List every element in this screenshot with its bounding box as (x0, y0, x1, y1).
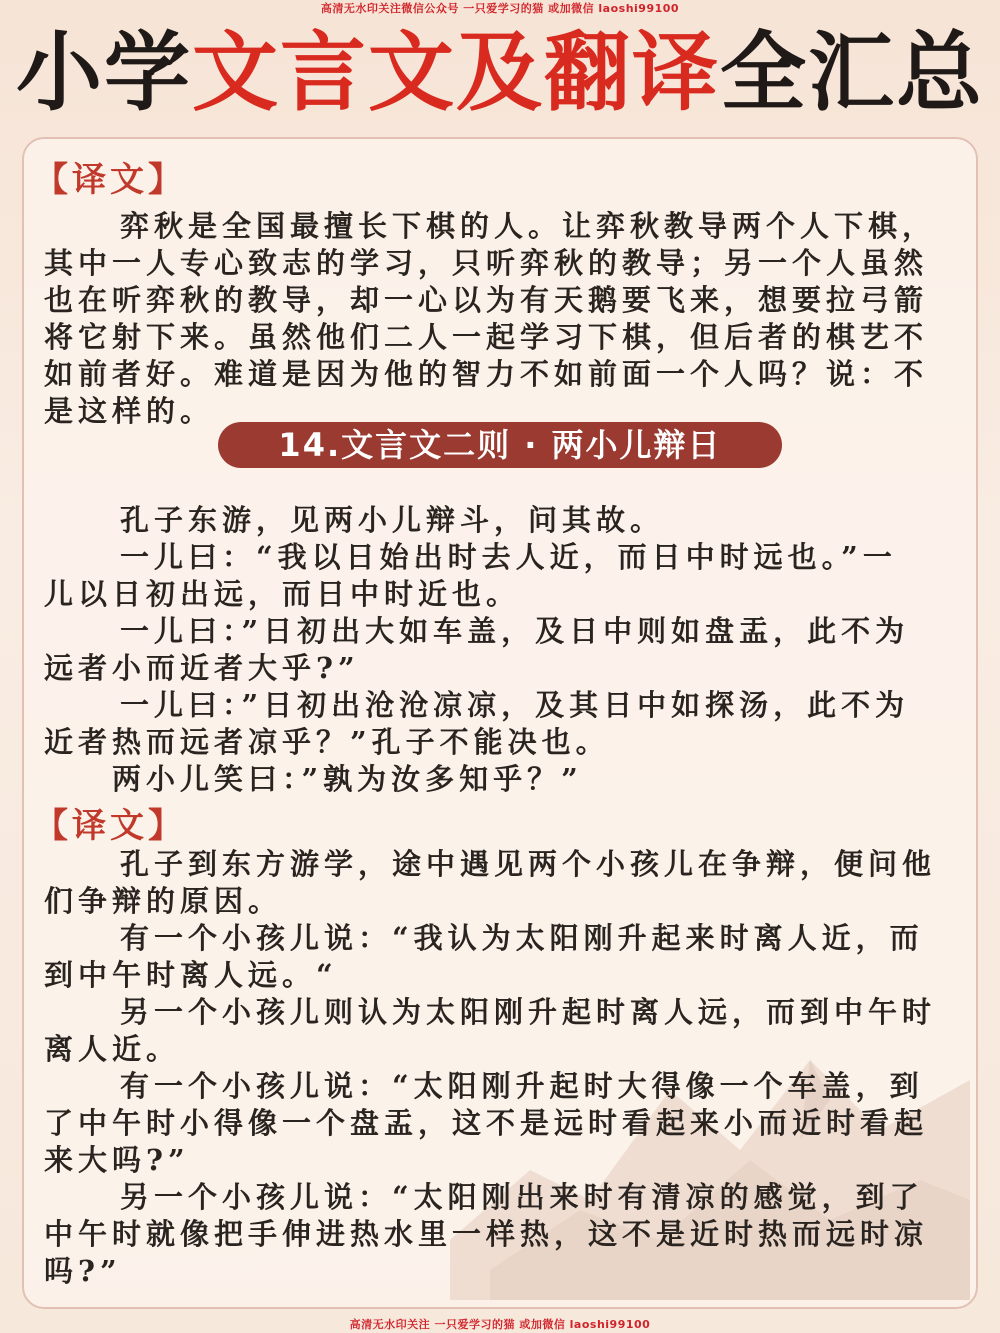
section2-line: 们争辩的原因。 (44, 884, 283, 918)
section2-line: 另一个小孩儿则认为太阳刚升起时离人远，而到中午时 (120, 995, 937, 1029)
section2-line: 到中午时离人远。“ (44, 958, 338, 992)
section2-line: 离人近。 (44, 1032, 181, 1066)
lesson-line: 儿以日初出远，而日中时近也。 (44, 577, 521, 611)
section1-line: 是这样的。 (44, 394, 215, 428)
section2-text (44, 846, 974, 1290)
section2-line: 有一个小孩儿说：“我认为太阳刚升起来时离人近，而 (120, 921, 924, 955)
section1-line: 如前者好。难道是因为他的智力不如前面一个人吗？说：不 (44, 357, 929, 391)
lesson-line: 两小儿笑曰：”孰为汝多知乎？” (112, 762, 583, 796)
watermark-bottom: 高清无水印关注 一只爱学习的猫 或加微信 laoshi99100 (349, 1318, 651, 1331)
section1-line: 也在听弈秋的教导，却一心以为有天鹅要飞来，想要拉弓箭 (44, 283, 929, 317)
section1-line: 其中一人专心致志的学习，只听弈秋的教导；另一个人虽然 (44, 246, 929, 280)
section2-line: 来大吗?” (44, 1143, 190, 1177)
section2-line: 另一个小孩儿说：“太阳刚出来时有清凉的感觉，到了 (120, 1180, 924, 1214)
title-part-2: 文言文及翻译 (192, 23, 720, 123)
lesson-line: 一儿曰：”日初出沧沧凉凉，及其日中如探汤，此不为 (120, 688, 910, 722)
lesson-line: 近者热而远者凉乎？”孔子不能决也。 (44, 725, 610, 759)
section2-line: 孔子到东方游学，途中遇见两个小孩儿在争辩，便问他 (120, 847, 937, 881)
lesson-line: 孔子东游，见两小儿辩斗，问其故。 (120, 503, 665, 537)
lesson-line: 远者小而近者大乎?” (44, 651, 360, 685)
lesson-title-ribbon: 14.文言文二则 · 两小儿辩日 (218, 422, 782, 468)
section2-line: 了中午时小得像一个盘盂，这不是远时看起来小而近时看起 (44, 1106, 929, 1140)
lesson-text (44, 502, 974, 798)
section2-line: 吗?” (44, 1254, 122, 1288)
lesson-line: 一儿曰：“我以日始出时去人近，而日中时远也。”一 (120, 540, 897, 574)
section2-line: 中午时就像把手伸进热水里一样热，这不是近时热而远时凉 (44, 1217, 929, 1251)
title-part-3: 全汇总 (720, 23, 984, 123)
section1-heading: 【译文】 (34, 160, 186, 200)
page-title (0, 18, 1000, 128)
section1-line: 将它射下来。虽然他们二人一起学习下棋，但后者的棋艺不 (44, 320, 929, 354)
section2-line: 有一个小孩儿说：“太阳刚升起时大得像一个车盖，到 (120, 1069, 924, 1103)
watermark-top: 高清无水印关注微信公众号 一只爱学习的猫 或加微信 laoshi99100 (320, 2, 680, 15)
section2-heading: 【译文】 (34, 806, 186, 846)
section1-line: 弈秋是全国最擅长下棋的人。让弈秋教导两个人下棋， (120, 209, 937, 243)
title-part-1: 小学 (16, 23, 192, 123)
section1-text (44, 208, 974, 430)
lesson-line: 一儿曰：”日初出大如车盖，及日中则如盘盂，此不为 (120, 614, 910, 648)
